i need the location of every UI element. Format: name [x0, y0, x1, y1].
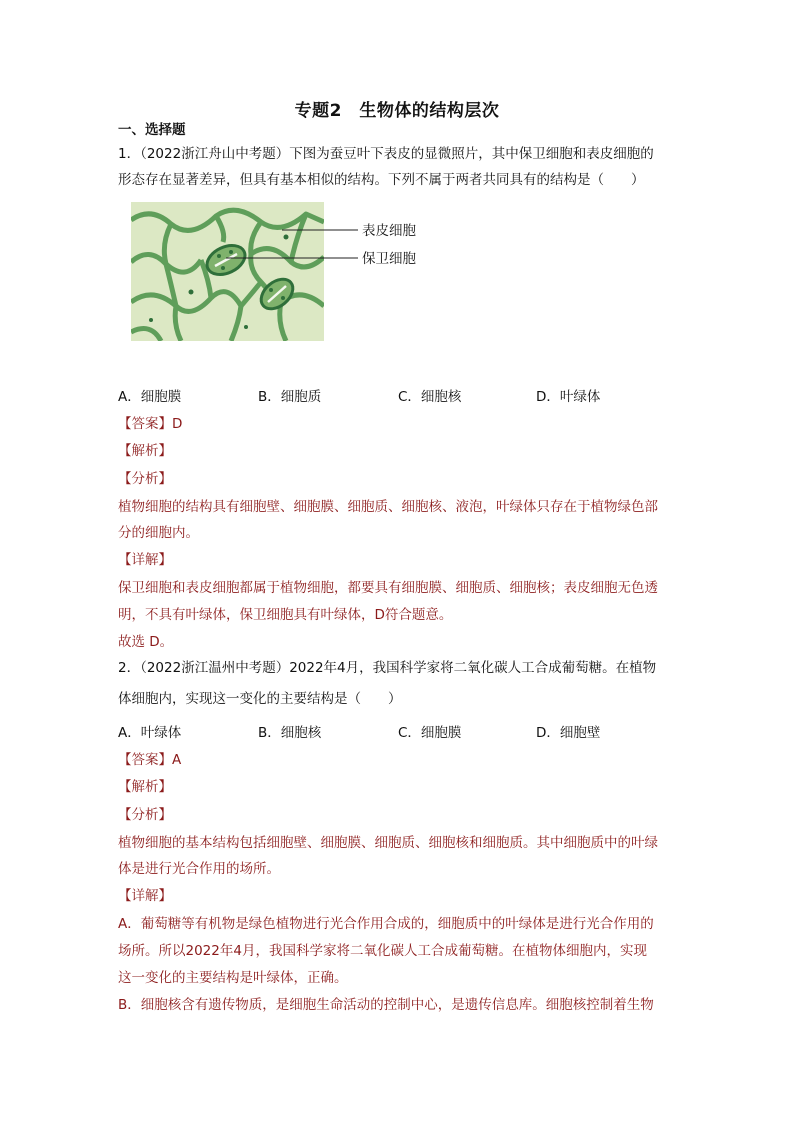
q2-analysis-line-2: 体是进行光合作用的场所。: [118, 861, 280, 877]
q2-detail-heading: 【详解】: [118, 888, 172, 904]
q1-stem-line-2: 形态存在显著差异，但具有基本相似的结构。下列不属于两者共同具有的结构是（ ）: [118, 172, 645, 188]
q2-detail-b-line-1: B．细胞核含有遗传物质，是细胞生命活动的控制中心，是遗传信息库。细胞核控制着生物: [118, 997, 654, 1013]
q2-stem-line-1: 2．（2022浙江温州中考题）2022年4月，我国科学家将二氧化碳人工合成葡萄糖。在植物: [118, 660, 657, 676]
q2-detail-a-line-2: 场所。所以2022年4月，我国科学家将二氧化碳人工合成葡萄糖。在植物体细胞内，实现: [118, 943, 647, 959]
section-heading: 一、选择题: [118, 122, 186, 138]
q1-detail-heading: 【详解】: [118, 552, 172, 568]
q1-conclusion: 故选 D。: [118, 634, 174, 650]
q2-option-c: C．细胞膜: [398, 725, 462, 741]
label-epidermal-cell: 表皮细胞: [362, 223, 416, 239]
q1-detail-line-1: 保卫细胞和表皮细胞都属于植物细胞，都要具有细胞膜、细胞质、细胞核；表皮细胞无色透: [118, 580, 658, 596]
q2-analysis-line-1: 植物细胞的基本结构包括细胞壁、细胞膜、细胞质、细胞核和细胞质。其中细胞质中的叶绿: [118, 835, 658, 851]
q1-analysis-line-1: 植物细胞的结构具有细胞壁、细胞膜、细胞质、细胞核、液泡，叶绿体只存在于植物绿色部: [118, 499, 658, 515]
q1-jiexi-heading: 【解析】: [118, 443, 172, 459]
q2-option-a: A．叶绿体: [118, 725, 182, 741]
q1-answer: 【答案】D: [118, 416, 183, 432]
q2-answer: 【答案】A: [118, 752, 182, 768]
q2-stem-line-2: 体细胞内，实现这一变化的主要结构是（ ）: [118, 691, 402, 707]
q1-option-a: A．细胞膜: [118, 389, 182, 405]
q1-option-b: B．细胞质: [258, 389, 322, 405]
q2-analysis-heading: 【分析】: [118, 807, 172, 823]
q1-option-c: C．细胞核: [398, 389, 462, 405]
page-title: 专题2 生物体的结构层次: [294, 101, 500, 121]
q1-detail-line-2: 明，不具有叶绿体，保卫细胞具有叶绿体，D符合题意。: [118, 607, 453, 623]
q2-jiexi-heading: 【解析】: [118, 779, 172, 795]
q1-stem-line-1: 1．（2022浙江舟山中考题）下图为蚕豆叶下表皮的显微照片，其中保卫细胞和表皮细胞的: [118, 146, 654, 162]
q1-analysis-line-2: 分的细胞内。: [118, 525, 199, 541]
q2-detail-a-line-3: 这一变化的主要结构是叶绿体，正确。: [118, 970, 348, 986]
label-guard-cell: 保卫细胞: [362, 251, 416, 267]
q1-option-d: D．叶绿体: [536, 389, 601, 405]
q2-detail-a-line-1: A．葡萄糖等有机物是绿色植物进行光合作用合成的，细胞质中的叶绿体是进行光合作用的: [118, 916, 654, 932]
q1-analysis-heading: 【分析】: [118, 471, 172, 487]
q2-option-d: D．细胞壁: [536, 725, 601, 741]
q2-option-b: B．细胞核: [258, 725, 322, 741]
